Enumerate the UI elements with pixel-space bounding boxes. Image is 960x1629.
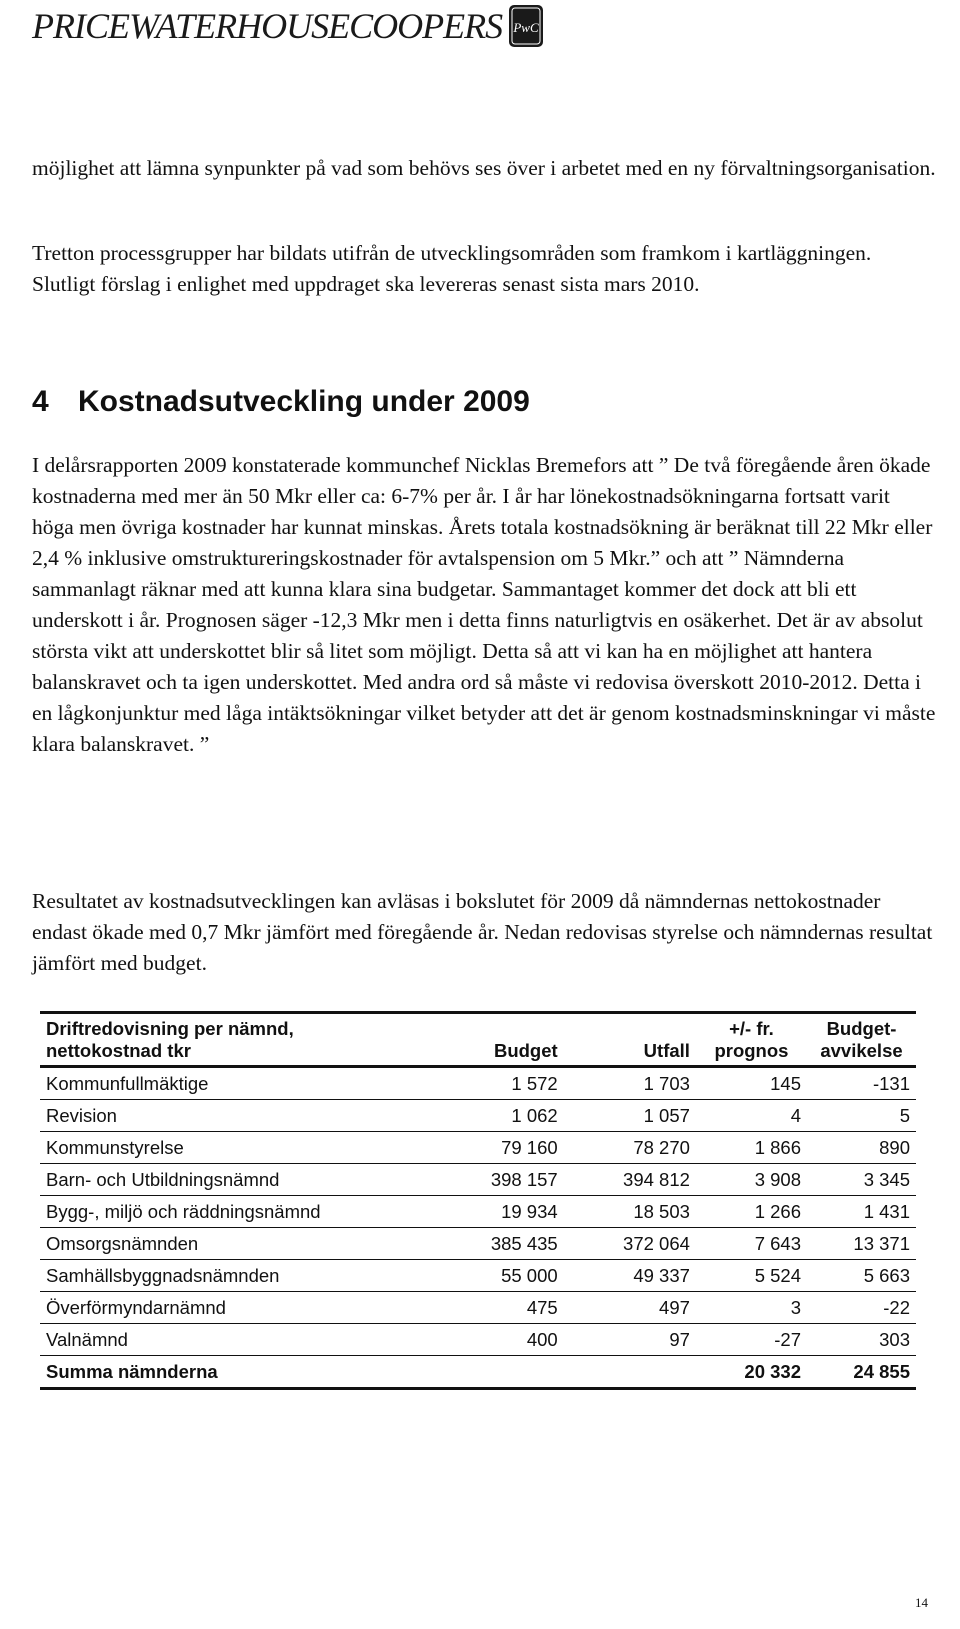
header-budget: Budget xyxy=(493,1040,558,1061)
cell-budget xyxy=(447,1356,563,1389)
table-row xyxy=(40,1292,916,1324)
budget-table xyxy=(40,1011,916,1390)
table-row xyxy=(40,1132,916,1164)
cell-avvikelse: 3 345 xyxy=(863,1169,910,1190)
table-row xyxy=(40,1324,916,1356)
logo-text: PRICEWATERHOUSECOOPERS xyxy=(32,6,503,46)
cell-budget: 55 000 xyxy=(501,1265,558,1286)
cell-utfall: 1 057 xyxy=(643,1105,690,1126)
cell-nämnd: Kommunfullmäktige xyxy=(46,1073,209,1094)
cell-avvikelse: 890 xyxy=(879,1137,910,1158)
cell-utfall: 97 xyxy=(669,1329,690,1350)
cell-utfall: 49 337 xyxy=(633,1265,690,1286)
cell-nämnd: Omsorgsnämnden xyxy=(46,1233,199,1254)
cell-avvikelse: 1 431 xyxy=(863,1201,910,1222)
svg-text:PwC: PwC xyxy=(513,20,539,35)
cell-avvikelse: 303 xyxy=(879,1329,910,1350)
cell-avvikelse: -22 xyxy=(883,1297,910,1318)
cell-avvikelse: 5 xyxy=(899,1105,910,1126)
table-row xyxy=(40,1260,916,1292)
table-row xyxy=(40,1164,916,1196)
cell-budget: 475 xyxy=(526,1297,558,1318)
cell-budget: 1 572 xyxy=(511,1073,558,1094)
table-row xyxy=(40,1067,916,1100)
cell-prognos: 7 643 xyxy=(754,1233,801,1254)
cell-prognos: 145 xyxy=(770,1073,801,1094)
table-row xyxy=(40,1228,916,1260)
cell-nämnd: Revision xyxy=(46,1105,117,1126)
cell-nämnd: Samhällsbyggnadsnämnden xyxy=(46,1265,280,1286)
cell-prognos: -27 xyxy=(774,1329,801,1350)
logo xyxy=(32,2,544,50)
cell-utfall: 18 503 xyxy=(633,1201,690,1222)
cell-utfall: 497 xyxy=(659,1297,690,1318)
cell-budget: 385 435 xyxy=(490,1233,558,1254)
table-total-row xyxy=(40,1356,916,1389)
cell-budget: 79 160 xyxy=(501,1137,558,1158)
header-utfall: Utfall xyxy=(643,1040,690,1061)
cell-prognos: 3 xyxy=(790,1297,801,1318)
header-avvikelse: Budget- avvikelse xyxy=(820,1018,903,1061)
cell-nämnd: Bygg-, miljö och räddningsnämnd xyxy=(46,1201,321,1222)
cell-budget: 400 xyxy=(526,1329,558,1350)
cell-prognos: 4 xyxy=(790,1105,801,1126)
section-paragraph-2: Resultatet av kostnadsutvecklingen kan avläsas i bokslutet för 2009 då nämndernas nettokostnader endast ökade med 0,7 Mkr jämfört med föregående år. Nedan redovisas styrelse och nämndernas resultat jämfört med budget. xyxy=(32,889,933,975)
page-number: 14 xyxy=(915,1595,928,1610)
cell-nämnd: Kommunstyrelse xyxy=(46,1137,184,1158)
section-paragraph-1: I delårsrapporten 2009 konstaterade kommunchef Nicklas Bremefors att ” De två föregående åren ökade kostnaderna med mer än 50 Mkr eller ca: 6-7% per år. I år har lönekostnadsökningarna fortsatt varit höga men övriga kostnader har kunnat minskas. Årets totala kostnadsökning är beräknat till 22 Mkr eller 2,4 % inklusive omstruktureringskostnader för avtalspension om 5 Mkr.” och att ” Nämnderna sammanlagt räknar med att kunna klara sina budgetar. Sammantaget kommer det dock att bli ett underskott i år. Prognosen säger -12,3 Mkr men i detta finns naturligtvis en osäkerhet. Det är av absolut största vikt att underskottet blir så litet som möjligt. Detta så att vi kan ha en möjlighet att hantera balanskravet och ta igen underskottet. Med andra ord så måste vi redovisa överskott 2010-2012. Detta i en lågkonjunktur med låga intäktsökningar vilket betyder att det är genom kostnadsminskningar vi måste klara balanskravet. ” xyxy=(32,453,936,756)
table-row xyxy=(40,1196,916,1228)
cell-nämnd: Överförmyndarnämnd xyxy=(46,1297,226,1318)
table-header-row xyxy=(40,1013,916,1067)
intro-paragraph-1: möjlighet att lämna synpunkter på vad som behövs ses över i arbetet med en ny förvaltningsorganisation. xyxy=(32,156,936,180)
cell-budget: 398 157 xyxy=(490,1169,558,1190)
cell-nämnd: Valnämnd xyxy=(46,1329,128,1350)
cell-prognos: 1 266 xyxy=(754,1201,801,1222)
intro-paragraph-2: Tretton processgrupper har bildats utifrån de utvecklingsområden som framkom i kartläggningen. Slutligt förslag i enlighet med uppdraget ska levereras senast sista mars 2010. xyxy=(32,241,872,296)
table-row xyxy=(40,1100,916,1132)
cell-budget: 19 934 xyxy=(501,1201,558,1222)
cell-avvikelse: 24 855 xyxy=(853,1361,910,1382)
section-title: Kostnadsutveckling under 2009 xyxy=(78,385,530,418)
cell-utfall: 1 703 xyxy=(643,1073,690,1094)
cell-nämnd: Barn- och Utbildningsnämnd xyxy=(46,1169,280,1190)
header-prognos: +/- fr. prognos xyxy=(714,1018,789,1061)
cell-prognos: 20 332 xyxy=(744,1361,801,1382)
section-number: 4 xyxy=(32,385,49,418)
cell-avvikelse: 5 663 xyxy=(863,1265,910,1286)
logo-seal-icon xyxy=(508,4,544,48)
cell-nämnd: Summa nämnderna xyxy=(46,1361,218,1382)
cell-utfall: 372 064 xyxy=(623,1233,690,1254)
cell-prognos: 5 524 xyxy=(754,1265,801,1286)
cell-utfall xyxy=(564,1356,696,1389)
section-heading xyxy=(32,384,530,420)
cell-prognos: 3 908 xyxy=(754,1169,801,1190)
cell-avvikelse: -131 xyxy=(872,1073,910,1094)
header-label: Driftredovisning per nämnd, nettokostnad tkr xyxy=(46,1018,294,1061)
cell-avvikelse: 13 371 xyxy=(853,1233,910,1254)
cell-utfall: 394 812 xyxy=(623,1169,690,1190)
cell-utfall: 78 270 xyxy=(633,1137,690,1158)
cell-budget: 1 062 xyxy=(511,1105,558,1126)
cell-prognos: 1 866 xyxy=(754,1137,801,1158)
